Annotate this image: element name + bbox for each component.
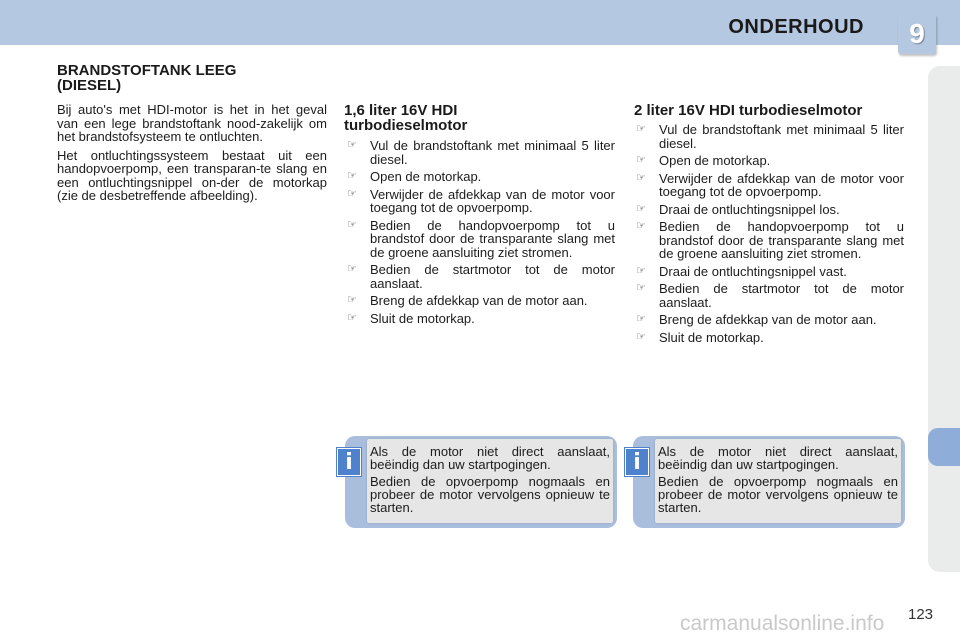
info-icon: i <box>337 448 361 476</box>
side-strip <box>928 66 960 572</box>
list-item: ☞ Sluit de motorkap. <box>347 310 475 326</box>
pointing-hand-icon: ☞ <box>347 170 357 182</box>
info-box-16 <box>345 436 617 528</box>
watermark: carmanualsonline.info <box>680 612 885 635</box>
column-title-16: 1,6 liter 16V HDI turbodieselmotor <box>344 102 468 134</box>
list-item: ☞ Vul de brandstoftank met minimaal 5 liter diesel. <box>636 122 904 151</box>
list-item: ☞ Open de motorkap. <box>636 153 771 168</box>
pointing-hand-icon: ☞ <box>347 294 357 306</box>
list-item: ☞ Draai de ontluchtingsnippel los. <box>636 201 840 217</box>
list-item: ☞ Bedien de startmotor tot de motor aanslaat. <box>347 262 615 291</box>
pointing-hand-icon: ☞ <box>636 282 646 294</box>
chapter-tab[interactable] <box>928 428 960 466</box>
pointing-hand-icon: ☞ <box>347 311 357 324</box>
pointing-hand-icon: ☞ <box>636 220 646 232</box>
list-item: ☞ Bedien de handopvoerpomp tot u brandstof door de transparante slang met de groene aansluiting ziet stromen. <box>636 219 904 261</box>
section-title: BRANDSTOFTANK LEEG (DIESEL) <box>57 62 237 94</box>
column-title-20: 2 liter 16V HDI turbodieselmotor <box>634 102 863 119</box>
list-item: ☞ Open de motorkap. <box>347 169 482 184</box>
steps-list-20 <box>634 123 904 348</box>
pointing-hand-icon: ☞ <box>636 264 646 277</box>
chapter-badge <box>898 14 936 54</box>
list-item: ☞ Breng de afdekkap van de motor aan. <box>347 293 588 308</box>
info-paragraph: Bedien de opvoerpomp nogmaals en probeer de motor vervolgens opnieuw te starten. <box>370 474 610 515</box>
pointing-hand-icon: ☞ <box>636 123 646 135</box>
list-item: ☞ Breng de afdekkap van de motor aan. <box>636 312 877 327</box>
pointing-hand-icon: ☞ <box>636 154 646 166</box>
info-paragraph: Bedien de opvoerpomp nogmaals en probeer de motor vervolgens opnieuw te starten. <box>658 474 898 515</box>
info-paragraph: Als de motor niet direct aanslaat, beëindig dan uw startpogingen. <box>658 444 898 472</box>
info-box-content <box>655 439 901 523</box>
list-item: ☞ Vul de brandstoftank met minimaal 5 liter diesel. <box>347 138 615 167</box>
intro-paragraph: Bij auto's met HDI-motor is het in het geval van een lege brandstoftank nood-zakelijk om het brandstofsysteem te ontluchten. <box>57 102 327 144</box>
info-paragraph: Als de motor niet direct aanslaat, beëindig dan uw startpogingen. <box>370 444 610 472</box>
list-item: ☞ Bedien de startmotor tot de motor aanslaat. <box>636 281 904 310</box>
pointing-hand-icon: ☞ <box>347 263 357 275</box>
info-icon: i <box>625 448 649 476</box>
list-item: ☞ Verwijder de afdekkap van de motor voor toegang tot de opvoerpomp. <box>636 170 904 199</box>
pointing-hand-icon: ☞ <box>636 330 646 343</box>
page-title: ONDERHOUD <box>728 16 864 38</box>
list-item: ☞ Draai de ontluchtingsnippel vast. <box>636 263 847 279</box>
chapter-number: 9 <box>909 18 925 49</box>
intro-text <box>57 103 327 208</box>
page-number: 123 <box>908 606 934 623</box>
list-item: ☞ Sluit de motorkap. <box>636 329 764 345</box>
pointing-hand-icon: ☞ <box>636 202 646 215</box>
steps-list-16 <box>345 139 615 329</box>
pointing-hand-icon: ☞ <box>636 171 646 184</box>
pointing-hand-icon: ☞ <box>347 139 357 151</box>
list-item: ☞ Verwijder de afdekkap van de motor voor toegang tot de opvoerpomp. <box>347 186 615 215</box>
list-item: ☞ Bedien de handopvoerpomp tot u brandstof door de transparante slang met de groene aansluiting ziet stromen. <box>347 217 615 260</box>
pointing-hand-icon: ☞ <box>636 313 646 325</box>
info-text <box>370 445 610 518</box>
pointing-hand-icon: ☞ <box>347 187 357 200</box>
info-text <box>658 445 898 518</box>
info-box-20 <box>633 436 905 528</box>
pointing-hand-icon: ☞ <box>347 218 357 231</box>
intro-paragraph: Het ontluchtingssysteem bestaat uit een handopvoerpomp, een transparan-te slang en een ontluchtingsnippel on-der de motorkap (zie de desbetreffende afbeelding). <box>57 147 327 203</box>
info-box-content <box>367 439 613 523</box>
